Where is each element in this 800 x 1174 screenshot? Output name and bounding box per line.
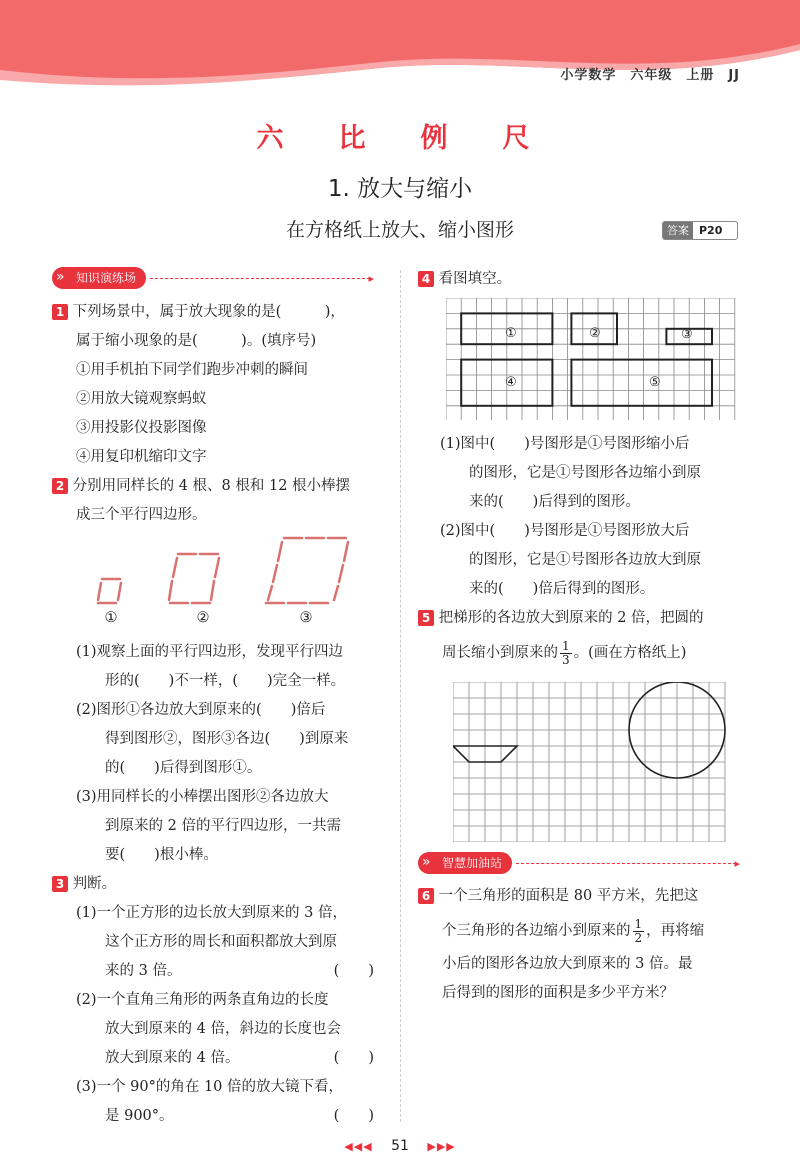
q3-sub2-line: (2)一个直角三角形的两条直角边的长度 bbox=[76, 992, 329, 1008]
q1-option: ③用投影仪投影图像 bbox=[76, 420, 207, 436]
section-pill bbox=[52, 267, 146, 289]
question-2 bbox=[52, 472, 382, 530]
q6-line1: 一个三角形的面积是 80 平方米，先把这 bbox=[438, 888, 699, 904]
question-6 bbox=[418, 882, 758, 1008]
q4-sub1-line: 的图形，它是①号图形各边缩小到原 bbox=[440, 465, 701, 481]
dashed-line bbox=[516, 863, 736, 864]
question-number: 4 bbox=[418, 271, 434, 287]
double-arrow-icon: » bbox=[56, 269, 65, 285]
shape-5 bbox=[571, 360, 712, 406]
judge-blank[interactable]: ( ) bbox=[333, 1050, 374, 1066]
q3-sub3-line: (3)一个 90°的角在 10 倍的放大镜下看， bbox=[76, 1079, 344, 1095]
q2-subquestions bbox=[76, 638, 386, 870]
question-number: 2 bbox=[52, 478, 68, 494]
shape-label: ② bbox=[589, 326, 601, 341]
section-label: 智慧加油站 bbox=[442, 856, 503, 870]
q4-subquestions bbox=[440, 430, 760, 604]
q2-sub1-line: 形的( )不一样，( )完全一样。 bbox=[76, 673, 346, 689]
q4-grid bbox=[446, 298, 736, 420]
right-arrows-icon: ▶▶▶ bbox=[427, 1140, 456, 1153]
arrow-end-icon: ▸ bbox=[368, 271, 374, 285]
q3-title: 判断。 bbox=[72, 876, 117, 892]
q1-option: ①用手机拍下同学们跑步冲刺的瞬间 bbox=[76, 362, 308, 378]
q4-sub2-line: 来的( )倍后得到的图形。 bbox=[440, 581, 655, 597]
question-number: 5 bbox=[418, 610, 434, 626]
double-arrow-icon: » bbox=[422, 854, 431, 870]
answer-page: P20 bbox=[693, 222, 728, 239]
q4-sub2-line: (2)图中( )号图形是①号图形放大后 bbox=[440, 523, 690, 539]
section-header-practice bbox=[52, 267, 374, 289]
answer-badge[interactable] bbox=[662, 221, 738, 240]
q4-sub1-line: (1)图中( )号图形是①号图形缩小后 bbox=[440, 436, 690, 452]
fraction-one-half: $\frac{1}{2}$ bbox=[634, 916, 643, 945]
column-divider bbox=[400, 270, 401, 1122]
shape-label: ⑤ bbox=[649, 375, 661, 390]
question-1 bbox=[52, 298, 382, 472]
q2-sub3-line: 要( )根小棒。 bbox=[76, 847, 218, 863]
fraction-one-third: $\frac{1}{3}$ bbox=[562, 638, 570, 667]
shape-label: ④ bbox=[505, 375, 517, 390]
book-info: 小学数学 六年级 上册 JJ bbox=[560, 68, 740, 83]
q3-subquestions bbox=[76, 899, 386, 1131]
page-number: 51 bbox=[391, 1138, 409, 1154]
q2-sub2-line: 得到图形②，图形③各边( )到原来 bbox=[76, 731, 349, 747]
section-header-challenge bbox=[418, 852, 740, 874]
page-footer bbox=[0, 1138, 800, 1154]
answer-label: 答案 bbox=[663, 222, 693, 239]
q1-option: ④用复印机缩印文字 bbox=[76, 449, 207, 465]
section-subtitle: 在方格纸上放大、缩小图形 bbox=[285, 219, 514, 241]
q4-sub2-line: 的图形，它是①号图形各边放大到原 bbox=[440, 552, 701, 568]
q5-line1: 把梯形的各边放大到原来的 2 倍，把圆的 bbox=[438, 610, 704, 626]
section-label: 知识演练场 bbox=[76, 271, 137, 285]
q6-line2-pre: 个三角形的各边缩小到原来的 bbox=[442, 923, 631, 939]
q5-line2-post: 。(画在方格纸上) bbox=[573, 645, 687, 661]
q6-line4: 后得到的图形的面积是多少平方米？ bbox=[442, 985, 674, 1001]
question-4 bbox=[418, 265, 748, 294]
q5-line2-pre: 周长缩小到原来的 bbox=[442, 645, 558, 661]
shape-label: ③ bbox=[681, 327, 693, 342]
question-number: 6 bbox=[418, 888, 434, 904]
section-pill bbox=[418, 852, 512, 874]
dashed-line bbox=[150, 278, 370, 279]
q3-sub2-line: 放大到原来的 4 倍，斜边的长度也会 bbox=[76, 1021, 341, 1037]
q4-title: 看图填空。 bbox=[438, 271, 512, 287]
q2-line1: 分别用同样长的 4 根、8 根和 12 根小棒摆 bbox=[72, 478, 351, 494]
q2-sub2-line: (2)图形①各边放大到原来的( )倍后 bbox=[76, 702, 326, 718]
q1-option: ②用放大镜观察蚂蚁 bbox=[76, 391, 207, 407]
q2-sub3-line: (3)用同样长的小棒摆出图形②各边放大 bbox=[76, 789, 329, 805]
question-number: 1 bbox=[52, 304, 68, 320]
question-3 bbox=[52, 870, 382, 899]
fig-label: ③ bbox=[299, 610, 313, 626]
q5-grid bbox=[453, 682, 735, 842]
q2-sub1-line: (1)观察上面的平行四边形，发现平行四边 bbox=[76, 644, 344, 660]
judge-blank[interactable]: ( ) bbox=[333, 963, 374, 979]
judge-blank[interactable]: ( ) bbox=[333, 1108, 374, 1124]
lesson-title: 1. 放大与缩小 bbox=[327, 176, 473, 202]
q3-sub2-line: 放大到原来的 4 倍。 bbox=[76, 1050, 240, 1066]
q3-sub1-line: 来的 3 倍。 bbox=[76, 963, 182, 979]
chapter-title: 六 比 例 尺 bbox=[256, 123, 544, 154]
q3-sub3-line: 是 900°。 bbox=[76, 1108, 174, 1124]
parallelogram-figures bbox=[80, 530, 380, 630]
question-number: 3 bbox=[52, 876, 68, 892]
fig-label: ② bbox=[196, 610, 210, 626]
fig-label: ① bbox=[104, 610, 118, 626]
left-arrows-icon: ◀◀◀ bbox=[344, 1140, 373, 1153]
shape-label: ① bbox=[505, 326, 517, 341]
q6-line3: 小后的图形各边放大到原来的 3 倍。最 bbox=[442, 956, 693, 972]
q6-line2-post: ，再将缩 bbox=[646, 923, 705, 939]
q1-line2: 属于缩小现象的是( )。(填序号) bbox=[76, 333, 317, 349]
q2-line2: 成三个平行四边形。 bbox=[76, 507, 207, 523]
arrow-end-icon: ▸ bbox=[734, 856, 740, 870]
q1-line1: 下列场景中，属于放大现象的是( )， bbox=[72, 304, 345, 320]
q3-sub1-line: 这个正方形的周长和面积都放大到原 bbox=[76, 934, 337, 950]
q3-sub1-line: (1)一个正方形的边长放大到原来的 3 倍， bbox=[76, 905, 347, 921]
q4-sub1-line: 来的( )后得到的图形。 bbox=[440, 494, 640, 510]
q2-sub3-line: 到原来的 2 倍的平行四边形，一共需 bbox=[76, 818, 341, 834]
question-5 bbox=[418, 604, 758, 668]
q2-sub2-line: 的( )后得到图形①。 bbox=[76, 760, 262, 776]
